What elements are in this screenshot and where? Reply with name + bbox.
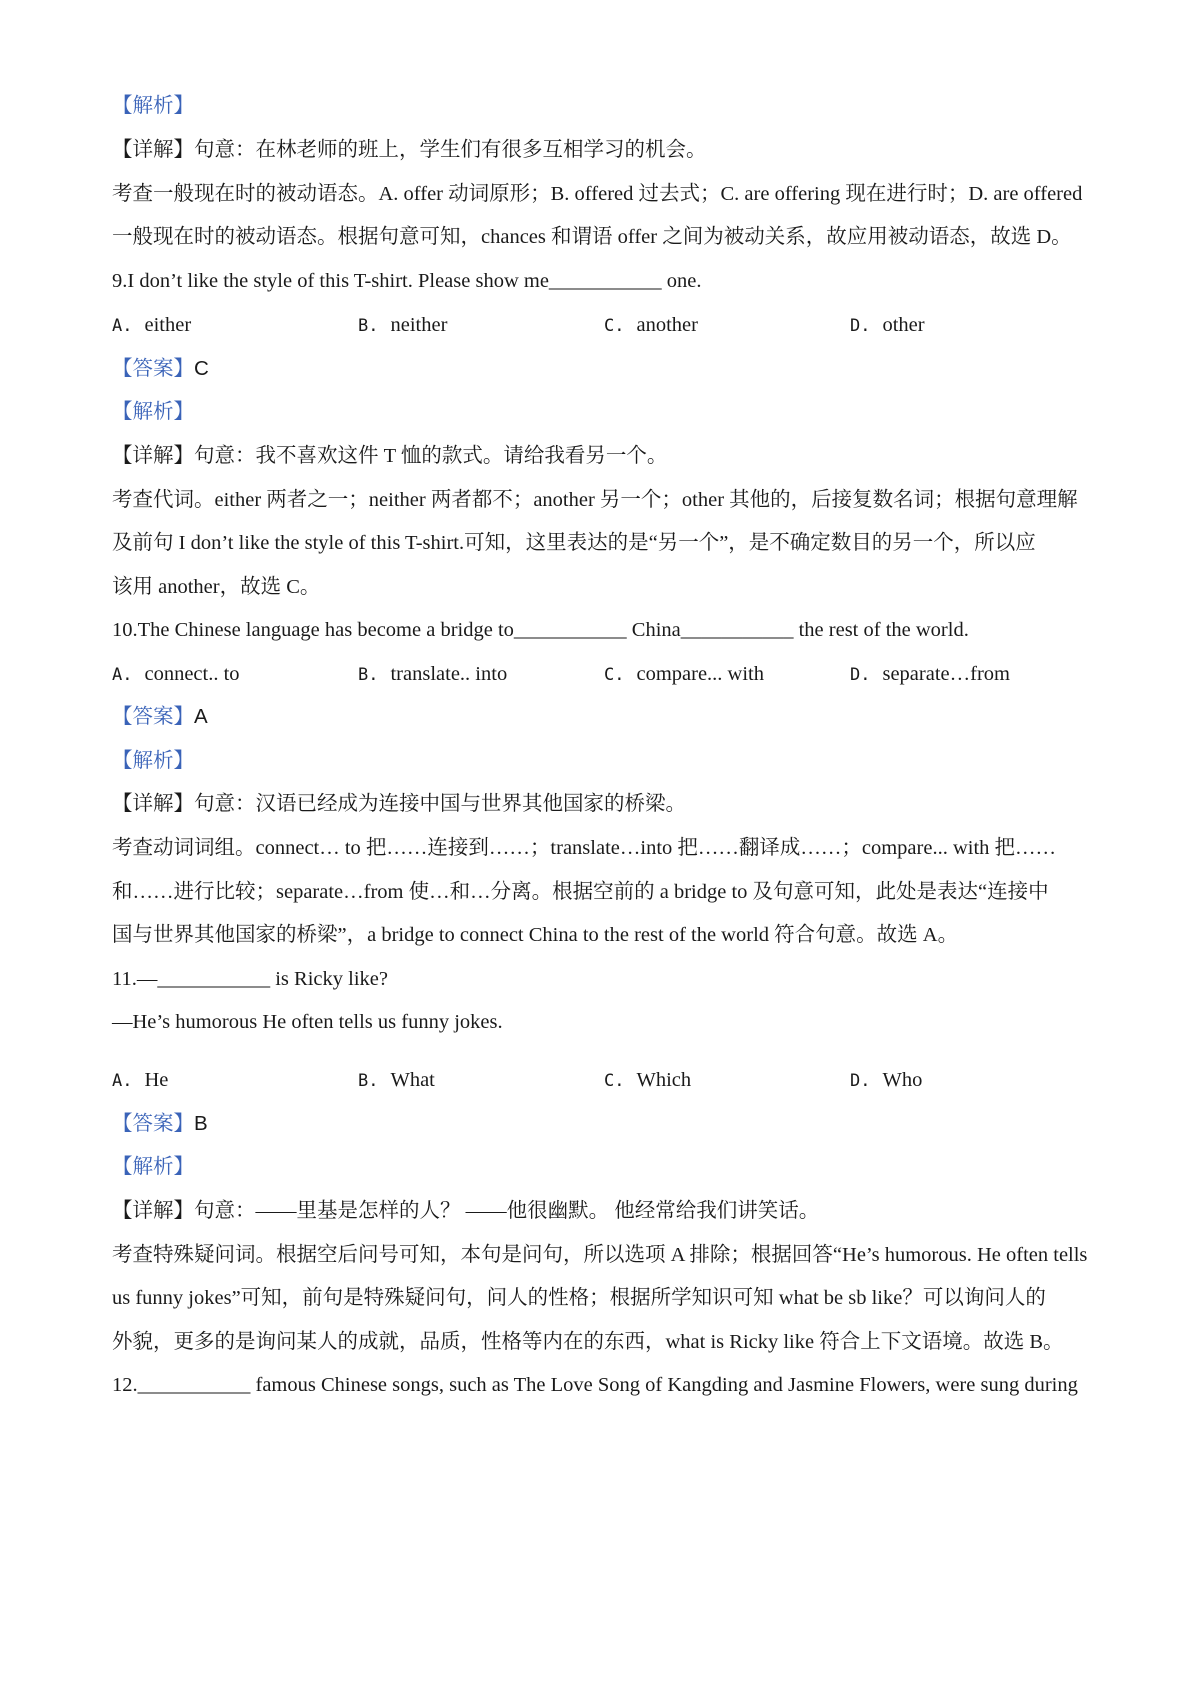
option-a xyxy=(112,311,191,340)
explanation-line: 考查特殊疑问词。根据空后问号可知，本句是问句，所以选项 A 排除；根据回答“He’s humorous. He often tells xyxy=(112,1244,1088,1266)
option-letter: C. xyxy=(604,316,625,336)
detail-line: 【详解】句意：汉语已经成为连接中国与世界其他国家的桥梁。 xyxy=(112,793,686,815)
answer-value: A xyxy=(194,705,208,728)
explanation-line: 外貌，更多的是询问某人的成就，品质，性格等内在的东西，what is Ricky like 符合上下文语境。故选 B。 xyxy=(112,1331,1064,1353)
answer-tag: 【答案】 xyxy=(112,358,194,380)
option-letter: D. xyxy=(850,316,871,336)
answer-line xyxy=(112,703,1102,731)
question-10-options xyxy=(112,660,1102,688)
question-12: 12.___________ famous Chinese songs, such as The Love Song of Kangding and Jasmine Flowers, were sung during xyxy=(112,1374,1078,1396)
answer-tag: 【答案】 xyxy=(112,1113,194,1135)
option-a xyxy=(112,1066,168,1095)
option-c xyxy=(604,1066,691,1095)
option-text: connect.. to xyxy=(144,663,240,685)
option-d xyxy=(850,1066,922,1095)
option-text: another xyxy=(636,314,698,336)
option-text: neither xyxy=(390,314,448,336)
option-letter: A. xyxy=(112,665,133,685)
explanation-line: 该用 another，故选 C。 xyxy=(112,576,321,598)
option-letter: A. xyxy=(112,316,133,336)
option-a xyxy=(112,660,240,689)
detail-line: 【详解】句意：在林老师的班上，学生们有很多互相学习的机会。 xyxy=(112,139,707,161)
question-10: 10.The Chinese language has become a bridge to___________ China___________ the rest of the world. xyxy=(112,619,969,641)
option-letter: B. xyxy=(358,665,379,685)
explanation-line: 考查代词。either 两者之一；neither 两者都不；another 另一个；other 其他的，后接复数名词；根据句意理解 xyxy=(112,489,1078,511)
option-text: Who xyxy=(882,1069,923,1091)
option-b xyxy=(358,311,447,340)
option-c xyxy=(604,660,764,689)
option-letter: A. xyxy=(112,1071,133,1091)
answer-line xyxy=(112,355,1102,383)
answer-value: B xyxy=(194,1112,208,1135)
explanation-line: 国与世界其他国家的桥梁”，a bridge to connect China to the rest of the world 符合句意。故选 A。 xyxy=(112,924,959,946)
answer-tag: 【答案】 xyxy=(112,706,194,728)
option-letter: D. xyxy=(850,1071,871,1091)
question-9-options xyxy=(112,311,1102,339)
answer-line xyxy=(112,1110,1102,1138)
option-letter: D. xyxy=(850,665,871,685)
option-d xyxy=(850,311,925,340)
explanation-line: 和……进行比较；separate…from 使…和…分离。根据空前的 a bridge to 及句意可知，此处是表达“连接中 xyxy=(112,881,1049,903)
option-text: translate.. into xyxy=(390,663,508,685)
question-11: 11.—___________ is Ricky like? xyxy=(112,968,388,990)
explanation-line: 考查一般现在时的被动语态。A. offer 动词原形；B. offered 过去式；C. are offering 现在进行时；D. are offered xyxy=(112,183,1083,205)
option-b xyxy=(358,660,507,689)
option-text: separate…from xyxy=(882,663,1010,685)
option-letter: B. xyxy=(358,1071,379,1091)
option-letter: C. xyxy=(604,1071,625,1091)
option-text: He xyxy=(144,1069,169,1091)
explanation-line: us funny jokes”可知，前句是特殊疑问句，问人的性格；根据所学知识可知 what be sb like？可以询问人的 xyxy=(112,1287,1046,1309)
option-text: What xyxy=(390,1069,435,1091)
analysis-heading: 【解析】 xyxy=(112,401,194,423)
option-text: other xyxy=(882,314,925,336)
analysis-heading: 【解析】 xyxy=(112,1156,194,1178)
detail-line: 【详解】句意：我不喜欢这件 T 恤的款式。请给我看另一个。 xyxy=(112,445,668,467)
option-d xyxy=(850,660,1010,689)
option-text: compare... with xyxy=(636,663,764,685)
answer-value: C xyxy=(194,357,209,380)
option-c xyxy=(604,311,698,340)
explanation-line: 考查动词词组。connect… to 把……连接到……；translate…into 把……翻译成……；compare... with 把…… xyxy=(112,837,1057,859)
question-11-options xyxy=(112,1066,1102,1094)
option-text: either xyxy=(144,314,192,336)
explanation-line: 一般现在时的被动语态。根据句意可知，chances 和谓语 offer 之间为被动关系，故应用被动语态，故选 D。 xyxy=(112,226,1072,248)
option-letter: B. xyxy=(358,316,379,336)
analysis-heading: 【解析】 xyxy=(112,750,194,772)
option-b xyxy=(358,1066,435,1095)
option-text: Which xyxy=(636,1069,692,1091)
detail-line: 【详解】句意：——里基是怎样的人？ ——他很幽默。 他经常给我们讲笑话。 xyxy=(112,1200,820,1222)
option-letter: C. xyxy=(604,665,625,685)
question-9: 9.I don’t like the style of this T-shirt. Please show me___________ one. xyxy=(112,270,702,292)
explanation-line: 及前句 I don’t like the style of this T-shirt.可知，这里表达的是“另一个”，是不确定数目的另一个，所以应 xyxy=(112,532,1036,554)
question-11-reply: —He’s humorous He often tells us funny jokes. xyxy=(112,1011,503,1033)
analysis-heading: 【解析】 xyxy=(112,95,194,117)
